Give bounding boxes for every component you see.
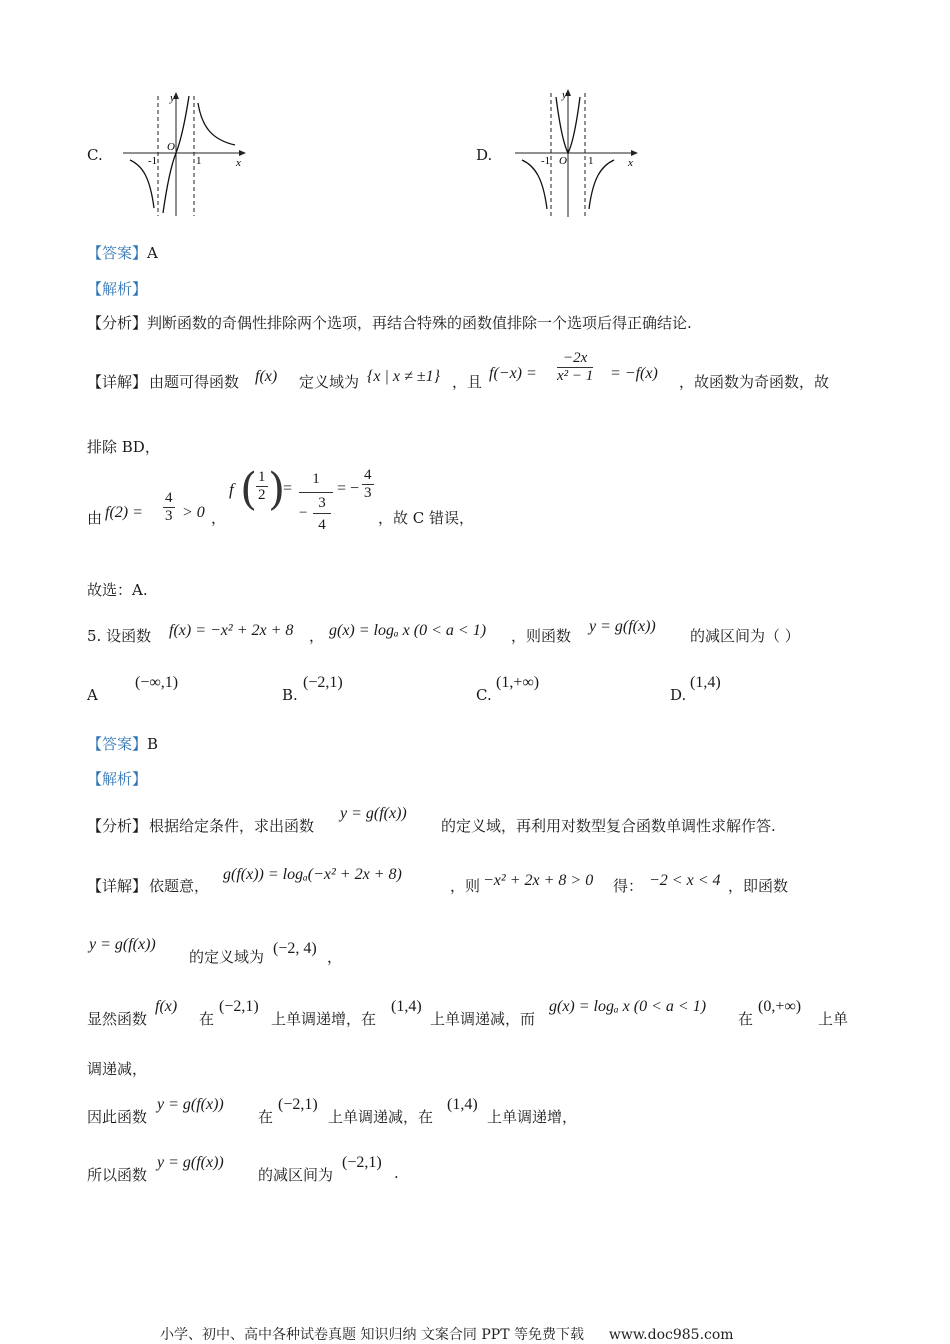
mono-text-3: 上单调递减，而 (430, 1010, 536, 1028)
fx-expr: f(x) (255, 368, 278, 385)
fraction-denominator: x² − 1 (557, 368, 594, 385)
q5-stem-line (87, 612, 857, 644)
c-y-label: y (170, 92, 175, 104)
detail-text-4: ，即函数 (728, 877, 789, 895)
fraction-numerator: 1 (256, 469, 268, 487)
y-gfx-expr: y = g(f(x)) (589, 618, 656, 635)
q5-answer-line (87, 733, 158, 754)
q4-detail-line-3: 由 f(2) = $\frac{4}{3}$ > 0 ， f ( $\frac{1}{2}$ ) = 1 − $\frac{3}{4}$ = − $\frac{4}{3}$ ，故 C 错误， (87, 466, 587, 542)
fraction-denominator: 3 (165, 508, 173, 525)
c-origin-label: O (167, 141, 175, 153)
page-footer (160, 1324, 734, 1344)
interval-b: (1,4) (447, 1096, 478, 1113)
q5-final-line (87, 1150, 587, 1184)
complex-numerator: 1 (299, 466, 333, 493)
fraction-numerator: 4 (362, 467, 374, 485)
q5-option-a (87, 672, 237, 702)
detail-text-4: ，故函数为奇函数，故 (679, 373, 830, 391)
option-c-label: C. (87, 146, 103, 164)
fraction-four-thirds (163, 490, 175, 526)
detail-tag: 【详解】 (87, 877, 148, 895)
interval-a: (−2,1) (278, 1096, 318, 1113)
y-gfx-expr: y = g(f(x)) (157, 1154, 224, 1171)
option-d-label: D. (476, 146, 493, 164)
option-c-graph (118, 88, 253, 220)
fraction-half (256, 469, 268, 505)
fenxi-text: 判断函数的奇偶性排除两个选项，再结合特殊的函数值排除一个选项后得正确结论. (147, 314, 692, 332)
detail-text-2: ，则 (450, 877, 481, 895)
g-f-expr: g(f(x)) = logₐ(−x² + 2x + 8) (223, 866, 402, 883)
q5-option-b (282, 672, 432, 702)
interval-b: (1,4) (391, 998, 422, 1015)
fraction-denominator: 3 (364, 485, 372, 502)
q5-option-d (670, 672, 820, 702)
fx-definition: f(x) = −x² + 2x + 8 (169, 622, 294, 639)
footer-url[interactable]: www.doc985.com (608, 1327, 734, 1343)
footer-text: 小学、初中、高中各种试卷真题 知识归纳 文案合同 PPT 等免费下载 (160, 1327, 584, 1343)
domain-end: ， (327, 948, 343, 966)
c-x-label: x (236, 157, 241, 169)
inner-denominator: 4 (318, 517, 326, 533)
fenxi-text-2: 的定义域，再利用对数型复合函数单调性求解作答. (441, 817, 776, 835)
interval-c: (0,+∞) (758, 998, 802, 1015)
final-interval: (−2,1) (342, 1154, 382, 1171)
detail-tag: 【详解】 (87, 373, 148, 391)
detail-text-7: ，故 C 错误， (378, 509, 475, 527)
answer-value: B (147, 735, 159, 753)
option-d-graph (510, 83, 645, 221)
thus-text-3: 上单调递减，在 (328, 1108, 434, 1126)
inner-numerator: 3 (313, 493, 331, 514)
detail-text-1: 依题意， (149, 877, 210, 895)
y-gfx-expr: y = g(f(x)) (89, 936, 156, 953)
c-pos-one-label: 1 (196, 155, 202, 167)
detail-text-1: 由题可得函数 (149, 373, 240, 391)
fraction-numerator: −2x (557, 350, 593, 368)
stem-text-2: ，则函数 (511, 627, 572, 645)
fenxi-tag: 【分析】 (87, 314, 148, 332)
d-x-label: x (628, 157, 633, 169)
stem-text-3: 的减区间为（ ） (690, 627, 800, 645)
domain-expr: {x | x ≠ ±1} (367, 368, 440, 385)
q4-choose-line: 故选：A. (87, 581, 148, 599)
fenxi-tag: 【分析】 (87, 817, 148, 835)
q4-analysis-tag: 【解析】 (87, 280, 148, 298)
mono-text-5: 上单 (818, 1010, 849, 1028)
mono-in: 在 (199, 1010, 215, 1028)
fx-expr: f(x) (155, 998, 178, 1015)
c-neg-one-label: -1 (148, 155, 158, 167)
fraction-four-thirds-2 (362, 467, 374, 503)
final-text-1: 所以函数 (87, 1166, 148, 1184)
f-neg-x-expr: f(−x) = (489, 365, 537, 382)
gx-full-expr: g(x) = logₐ x (0 < a < 1) (549, 998, 707, 1015)
q5-option-c (476, 672, 626, 702)
option-value: (−2,1) (303, 674, 343, 691)
eq-neg-fx-expr: = −f(x) (610, 365, 658, 382)
q4-detail-line (87, 350, 857, 400)
stem-comma: ， (309, 627, 325, 645)
eq-sign: = (283, 480, 293, 497)
f-half-f: f (229, 480, 234, 499)
q4-answer-line (87, 242, 158, 263)
q5-fenxi-line (87, 800, 857, 834)
answer-value: A (147, 244, 158, 262)
thus-text-1: 因此函数 (87, 1108, 148, 1126)
complex-fraction (299, 466, 333, 541)
gt-zero: > 0 (182, 504, 205, 521)
answer-tag: 【答案】 (87, 735, 148, 753)
stem-text-1: 5. 设函数 (87, 627, 152, 645)
q5-domain-line (87, 932, 587, 964)
comma: ， (211, 509, 227, 527)
fraction-denominator: 2 (258, 487, 266, 504)
final-end: . (394, 1164, 399, 1182)
thus-text-4: 上单调递增， (487, 1108, 578, 1126)
d-y-label: y (562, 89, 567, 101)
final-text-2: 的减区间为 (258, 1166, 334, 1184)
mono-text-1: 显然函数 (87, 1010, 148, 1028)
option-label: D. (670, 686, 687, 704)
fraction-neg2x (557, 350, 593, 386)
answer-tag: 【答案】 (87, 244, 148, 262)
q5-mono-line-2: 调递减， (87, 1060, 148, 1078)
range-expr: −2 < x < 4 (649, 872, 721, 889)
y-gfx-expr: y = g(f(x)) (157, 1096, 224, 1113)
domain-value: (−2, 4) (273, 940, 317, 957)
q4-detail-line-2: 排除 BD， (87, 438, 160, 456)
complex-minus: − (299, 505, 308, 521)
d-pos-one-label: 1 (588, 155, 594, 167)
d-neg-one-label: -1 (541, 155, 551, 167)
mono-text-2: 上单调递增，在 (271, 1010, 377, 1028)
detail-text-2: 定义域为 (299, 373, 360, 391)
detail-text-3: 得： (613, 877, 644, 895)
option-value: (−∞,1) (135, 674, 179, 691)
q5-mono-line (87, 994, 857, 1028)
d-origin-label: O (559, 155, 567, 167)
option-value: (1,+∞) (496, 674, 540, 691)
mono-text-4: 在 (738, 1010, 754, 1028)
inequality: −x² + 2x + 8 > 0 (483, 872, 594, 889)
option-label: B. (282, 686, 298, 704)
detail-text-3: ，且 (452, 373, 483, 391)
q4-fenxi-line (87, 312, 692, 333)
option-value: (1,4) (690, 674, 721, 691)
q5-detail-line (87, 862, 857, 894)
option-label: C. (476, 686, 492, 704)
option-label: A (87, 686, 98, 704)
thus-text-2: 在 (258, 1108, 274, 1126)
domain-text: 的定义域为 (189, 948, 265, 966)
q5-analysis-tag: 【解析】 (87, 770, 148, 788)
eq-neg-sign: = − (337, 480, 360, 497)
fenxi-text-1: 根据给定条件，求出函数 (149, 817, 315, 835)
y-gfx-expr: y = g(f(x)) (340, 805, 407, 822)
q5-thus-line (87, 1092, 687, 1126)
detail-text-6: 由 (87, 509, 103, 527)
fraction-numerator: 4 (163, 490, 175, 508)
gx-definition: g(x) = logₐ x (0 < a < 1) (329, 622, 487, 639)
interval-a: (−2,1) (219, 998, 259, 1015)
f2-expr: f(2) = (105, 504, 143, 521)
